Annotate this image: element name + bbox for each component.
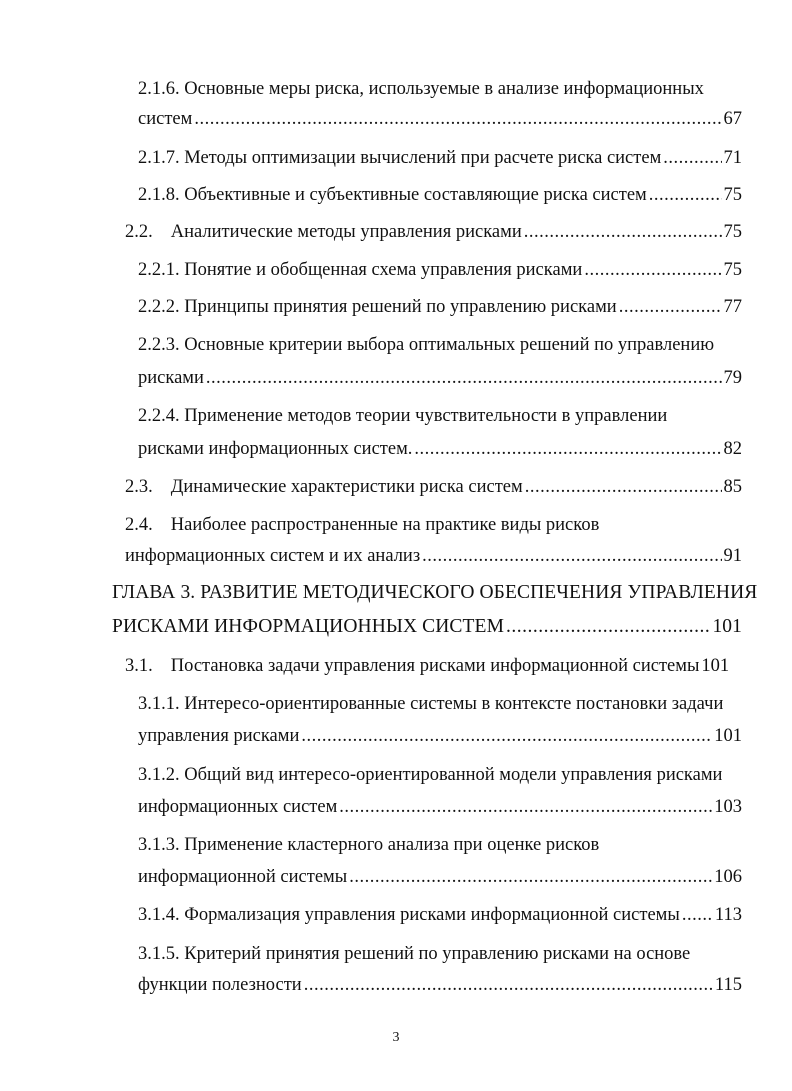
toc-entry-label: 2.1.7. Методы оптимизации вычислений при расчете риска систем [138,148,662,168]
toc-entry-3-1-5-line1: 3.1.5. Критерий принятия решений по управлению рисками на основе [138,944,691,964]
toc-entry-2-2-2 [138,295,742,319]
toc-page-number: 67 [723,109,742,129]
toc-entry-label: Аналитические методы управления рисками [170,222,522,242]
toc-page-number: 101 [712,616,742,637]
toc-chapter-3 [112,615,742,639]
toc-entry-label: Динамические характеристики риска систем [170,477,523,497]
toc-entry-3-1-5 [138,973,742,997]
toc-page-number: 75 [723,185,742,205]
toc-page-number: 103 [714,797,742,817]
toc-page-number: 82 [723,439,742,459]
dot-leader [682,903,713,927]
dot-leader [414,437,721,461]
dot-leader [339,795,712,819]
toc-entry-label: 2.2.2. Принципы принятия решений по управлению рисками [138,297,617,317]
toc-page-number: 79 [723,368,742,388]
toc-entry-label: рисками информационных систем. [138,439,413,459]
toc-entry-label: 3.1.4. Формализация управления рисками информационной системы [138,905,680,925]
toc-entry-3-1-3 [138,865,742,889]
dot-leader [663,146,721,170]
toc-entry-label: рисками [138,368,204,388]
toc-entry-label: информационных систем [138,797,338,817]
toc-page-number: 75 [723,260,742,280]
toc-entry-label: Постановка задачи управления рисками информационной системы [170,656,700,676]
toc-entry-label: систем [138,109,193,129]
toc-entry-label: Наиболее распространенные на практике виды рисков [170,515,600,535]
toc-entry-label: 2.2.1. Понятие и обобщенная схема управления рисками [138,260,583,280]
toc-entry-2-2-1 [138,258,742,282]
toc-entry-2-2-4 [138,437,742,461]
toc-entry-3-1-1 [138,724,742,748]
toc-page-number: 77 [723,297,742,317]
dot-leader [525,475,722,499]
toc-entry-3-1-1-line1: 3.1.1. Интересо-ориентированные системы в контексте постановки задачи [138,694,724,714]
toc-entry-2-1-8 [138,183,742,207]
toc-entry-label: РИСКАМИ ИНФОРМАЦИОННЫХ СИСТЕМ [112,616,505,637]
toc-section-number: 2.4. [125,515,153,535]
toc-entry-2-1-7 [138,146,742,170]
dot-leader [649,183,722,207]
toc-entry-3-1-4 [138,903,742,927]
toc-entry-2-2-3-line1: 2.2.3. Основные критерии выбора оптимальных решений по управлению [138,335,715,355]
toc-chapter-3-line1: ГЛАВА 3. РАЗВИТИЕ МЕТОДИЧЕСКОГО ОБЕСПЕЧЕНИЯ УПРАВЛЕНИЯ [112,582,758,603]
dot-leader [506,615,710,639]
toc-entry-3-1-3-line1: 3.1.3. Применение кластерного анализа при оценке рисков [138,835,600,855]
toc-page-number: 106 [714,867,742,887]
toc-entry-2-4 [125,544,742,568]
toc-page-number: 113 [714,905,742,925]
toc-entry-2-1-6 [138,107,742,131]
toc-entry-2-3 [125,475,742,499]
toc-entry-2-2-4-line1: 2.2.4. Применение методов теории чувствительности в управлении [138,406,668,426]
toc-page-number: 115 [714,975,742,995]
toc-entry-label: информационной системы [138,867,348,887]
toc-page-number: 75 [723,222,742,242]
toc-page-number: 101 [714,726,742,746]
toc-entry-2-2 [125,220,742,244]
toc-section-number: 3.1. [125,656,153,676]
dot-leader [301,724,712,748]
toc-section-number: 2.3. [125,477,153,497]
toc-entry-3-1-2-line1: 3.1.2. Общий вид интересо-ориентированной модели управления рисками [138,765,723,785]
dot-leader [584,258,721,282]
dot-leader [206,366,722,390]
toc-entry-label: 2.1.8. Объективные и субъективные составляющие риска систем [138,185,647,205]
page-number: 3 [392,1030,400,1045]
toc-page-number: 71 [723,148,742,168]
dot-leader [304,973,713,997]
toc-page-number: 85 [723,477,742,497]
toc-entry-3-1-2 [138,795,742,819]
toc-entry-label: функции полезности [138,975,302,995]
dot-leader [194,107,721,131]
toc-entry-3-1 [125,654,742,678]
toc-entry-label: управления рисками [138,726,300,746]
toc-page-number: 91 [723,546,742,566]
toc-entry-2-1-6-line1: 2.1.6. Основные меры риска, используемые в анализе информационных [138,79,704,99]
toc-entry-label: информационных систем и их анализ [125,546,421,566]
toc-page-number: 101 [701,656,730,676]
dot-leader [524,220,722,244]
toc-entry-2-4-line1 [125,513,599,537]
toc-entry-2-2-3 [138,366,742,390]
dot-leader [349,865,712,889]
dot-leader [619,295,722,319]
toc-section-number: 2.2. [125,222,153,242]
dot-leader [422,544,721,568]
